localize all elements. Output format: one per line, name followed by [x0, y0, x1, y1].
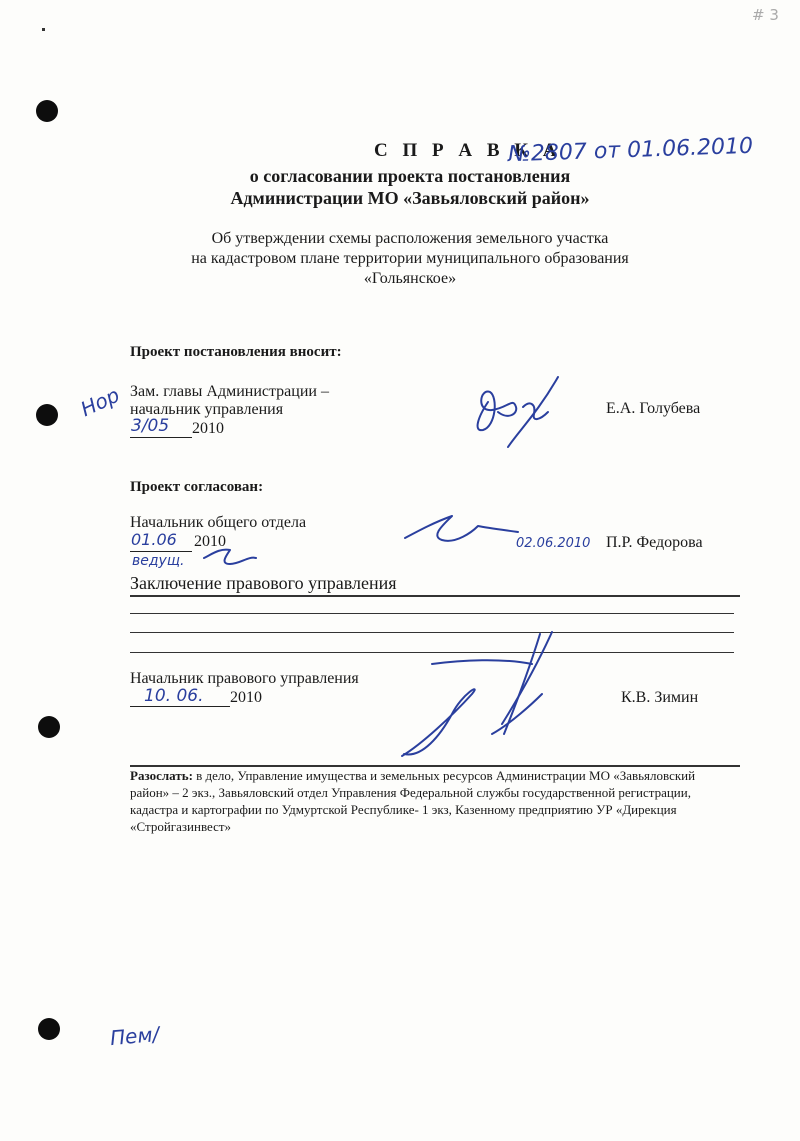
approval-name: П.Р. Федорова: [606, 534, 703, 551]
corner-mark: # 3: [752, 6, 779, 24]
title-line-1: о согласовании проекта постановления: [249, 166, 571, 186]
distribution-line-2: район» – 2 экз., Завьяловский отдел Управления Федеральной службы государственной регистрации,: [130, 785, 691, 800]
conclusion-line-2: [130, 613, 734, 614]
distribution-line-3: кадастра и картографии по Удмуртской Республике- 1 экз, Казенному предприятию УР «Дирекция: [130, 802, 677, 817]
approval-signature: [400, 510, 520, 550]
handwritten-doc-number: №2807 от 01.06.2010: [507, 133, 754, 168]
submitter-date-hand: 3/05: [131, 416, 170, 436]
speck: [42, 28, 45, 31]
footer-initials: Пем/: [109, 1021, 161, 1051]
legal-position: Начальник правового управления: [130, 670, 359, 687]
submitter-position-1: Зам. главы Администрации –: [130, 383, 329, 400]
legal-date-line: [130, 706, 230, 707]
submitter-signature: [468, 372, 578, 452]
submitter-heading: Проект постановления вносит:: [130, 344, 342, 360]
subject-line-1: Об утверждении схемы расположения земельного участка: [211, 230, 609, 247]
punch-hole-1: [36, 100, 58, 122]
approval-sign-date: 02.06.2010: [516, 536, 591, 551]
legal-name: К.В. Зимин: [621, 689, 699, 706]
distribution-label: Разослать:: [130, 768, 193, 783]
title-line-2: Администрации МО «Завьяловский район»: [230, 188, 590, 208]
distribution-line-1: [130, 768, 695, 784]
document-title: С П Р А В К А: [374, 140, 562, 161]
legal-year: 2010: [230, 689, 262, 706]
distribution-text-1: в дело, Управление имущества и земельных ресурсов Администрации МО «Завьяловский: [192, 768, 696, 783]
legal-conclusion-heading: Заключение правового управления: [130, 573, 397, 593]
approval-date-line: [130, 551, 192, 552]
distribution-separator: [130, 765, 740, 767]
legal-signature: [392, 624, 612, 764]
submitter-position-2: начальник управления: [130, 401, 284, 418]
submitter-date-line: [130, 437, 192, 438]
punch-hole-2: [36, 404, 58, 426]
approval-date-hand: 01.06: [131, 530, 177, 549]
approval-year: 2010: [194, 533, 226, 550]
conclusion-line-1: [130, 595, 740, 597]
punch-hole-4: [38, 1018, 60, 1040]
punch-hole-3: [38, 716, 60, 738]
subject-line-2: на кадастровом плане территории муниципального образования: [191, 250, 629, 267]
submitter-name: Е.А. Голубева: [606, 400, 701, 417]
approval-heading: Проект согласован:: [130, 479, 264, 495]
legal-date-hand: 10. 06.: [144, 686, 204, 706]
approval-position: Начальник общего отдела: [130, 514, 307, 531]
distribution-line-4: «Стройгазинвест»: [130, 819, 232, 834]
subject-line-3: «Гольянское»: [363, 270, 457, 287]
approval-note-hand: ведущ.: [132, 553, 185, 569]
margin-initials: Нор: [76, 382, 124, 422]
submitter-year: 2010: [192, 420, 224, 437]
approval-initial-mark: [200, 540, 260, 570]
